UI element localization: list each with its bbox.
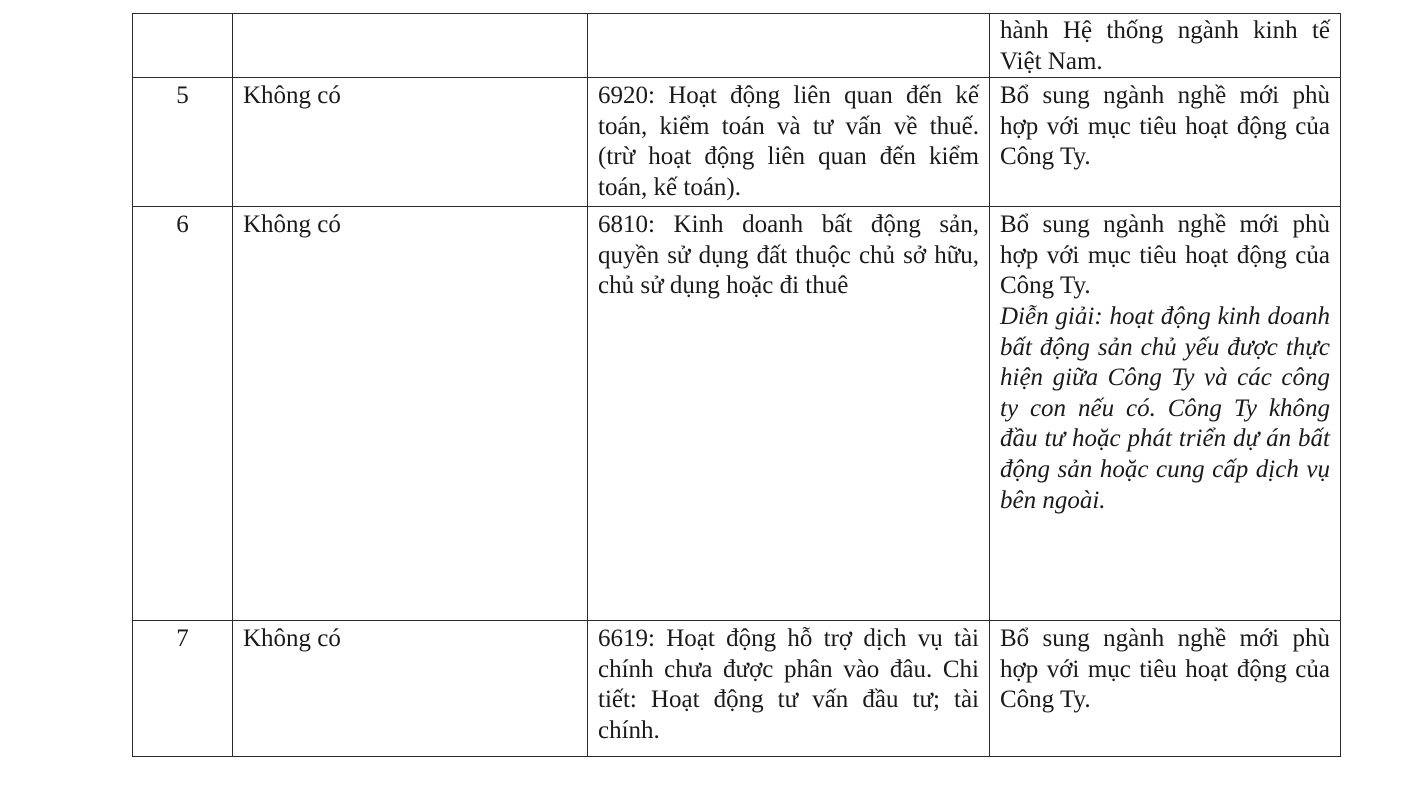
- amended-line-cell: 6619: Hoạt động hỗ trợ dịch vụ tài chính chưa được phân vào đâu. Chi tiết: Hoạt động tư vấn đầu tư; tài chính.: [588, 621, 990, 757]
- reason-cell: [990, 14, 1341, 78]
- reason-cell: [990, 621, 1341, 757]
- table-row: [133, 621, 1341, 757]
- amended-line-cell: 6920: Hoạt động liên quan đến kế toán, kiểm toán và tư vấn về thuế. (trừ hoạt động liên quan đến kiểm toán, kế toán).: [588, 78, 990, 207]
- row-number-cell: 5: [133, 78, 233, 207]
- current-line-cell: Không có: [233, 621, 588, 757]
- current-line-cell: Không có: [233, 78, 588, 207]
- table-row: [133, 207, 1341, 621]
- reason-cell: [990, 207, 1341, 621]
- reason-text: Bổ sung ngành nghề mới phù hợp với mục tiêu hoạt động của Công Ty.: [1000, 625, 1330, 714]
- current-line-cell: Không có: [233, 207, 588, 621]
- table-row: [133, 78, 1341, 207]
- reason-text: Bổ sung ngành nghề mới phù hợp với mục tiêu hoạt động của Công Ty.: [1000, 82, 1330, 171]
- reason-text: Bổ sung ngành nghề mới phù hợp với mục tiêu hoạt động của Công Ty.: [1000, 211, 1330, 300]
- row-number-cell: 6: [133, 207, 233, 621]
- amended-line-cell: [588, 14, 990, 78]
- reason-cell: [990, 78, 1341, 207]
- current-line-cell: [233, 14, 588, 78]
- explanation-note: Diễn giải: hoạt động kinh doanh bất động sản chủ yếu được thực hiện giữa Công Ty và các công ty con nếu có. Công Ty không đầu tư hoặc phát triển dự án bất động sản hoặc cung cấp dịch vụ bên ngoài.: [1000, 302, 1330, 514]
- reason-text: hành Hệ thống ngành kinh tế Việt Nam.: [1000, 17, 1330, 75]
- row-number-cell: [133, 14, 233, 78]
- business-lines-table: [132, 13, 1341, 757]
- row-number-cell: 7: [133, 621, 233, 757]
- table-row: [133, 14, 1341, 78]
- amended-line-cell: 6810: Kinh doanh bất động sản, quyền sử dụng đất thuộc chủ sở hữu, chủ sử dụng hoặc đi thuê: [588, 207, 990, 621]
